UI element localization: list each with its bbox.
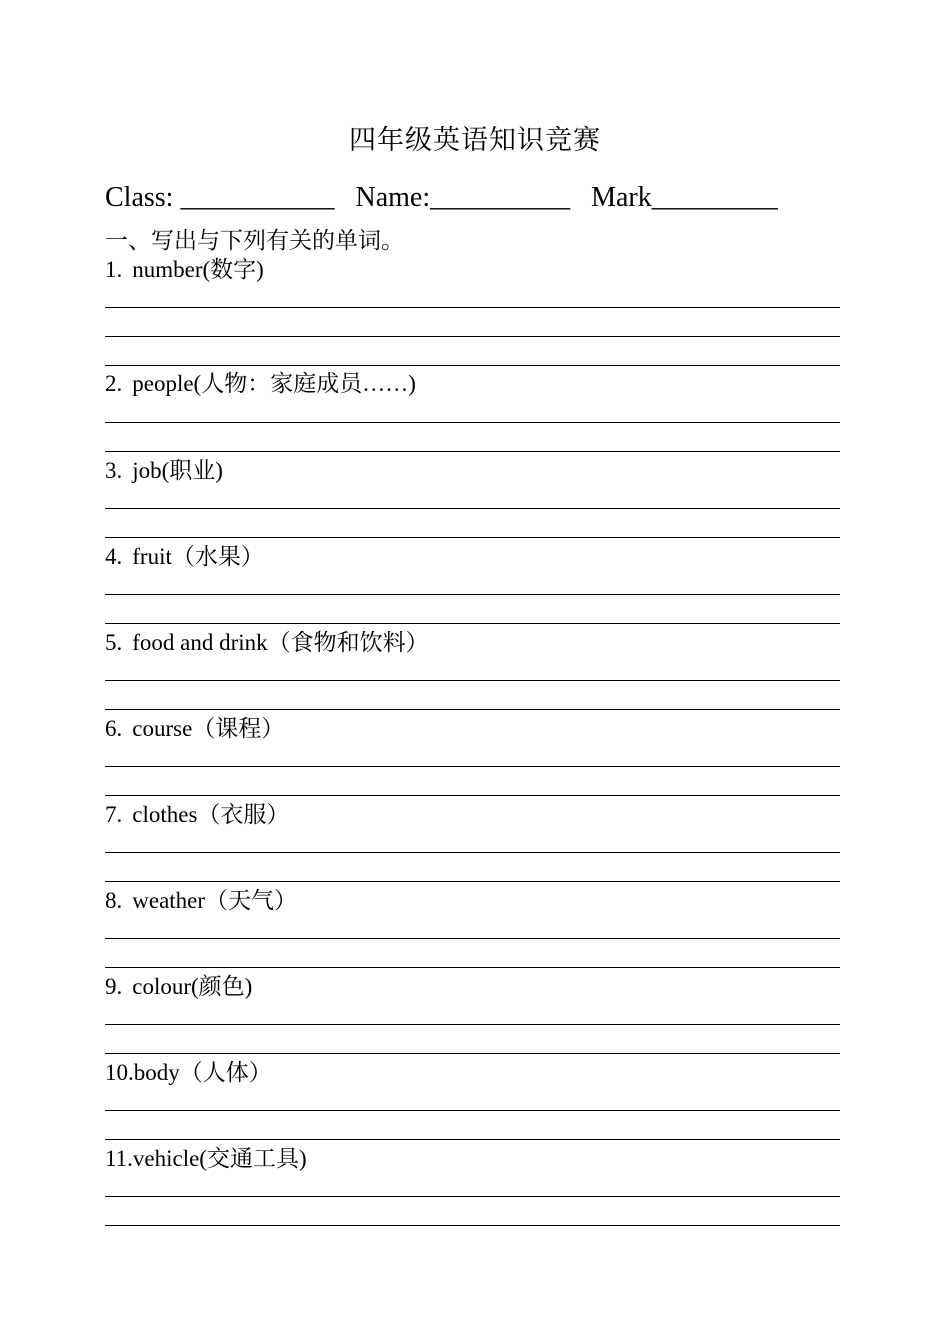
question-number: 11. xyxy=(105,1146,133,1171)
question-6 xyxy=(105,713,284,745)
question-text: fruit（水果） xyxy=(132,544,264,569)
question-text: clothes（衣服） xyxy=(132,802,290,827)
question-10 xyxy=(105,1057,272,1089)
question-text: body（人体） xyxy=(133,1060,272,1085)
question-number: 7. xyxy=(105,802,123,827)
question-text: food and drink（食物和饮料） xyxy=(132,630,429,655)
answer-line[interactable] xyxy=(105,795,840,796)
student-info-row xyxy=(105,178,865,218)
answer-line[interactable] xyxy=(105,451,840,452)
answer-line[interactable] xyxy=(105,336,840,337)
question-text: colour(颜色) xyxy=(132,974,253,999)
answer-line[interactable] xyxy=(105,307,840,308)
answer-line[interactable] xyxy=(105,1110,840,1111)
answer-line[interactable] xyxy=(105,422,840,423)
question-9 xyxy=(105,971,252,1003)
answer-line[interactable] xyxy=(105,1139,840,1140)
answer-line[interactable] xyxy=(105,594,840,595)
answer-line[interactable] xyxy=(105,680,840,681)
question-2 xyxy=(105,368,416,400)
question-1 xyxy=(105,254,264,286)
question-number: 4. xyxy=(105,544,123,569)
answer-line[interactable] xyxy=(105,1196,840,1197)
question-text: course（课程） xyxy=(132,716,285,741)
question-text: number(数字) xyxy=(132,257,264,282)
question-number: 1. xyxy=(105,257,123,282)
question-11 xyxy=(105,1143,307,1175)
answer-line[interactable] xyxy=(105,537,840,538)
question-8 xyxy=(105,885,297,917)
answer-line[interactable] xyxy=(105,938,840,939)
answer-line[interactable] xyxy=(105,1225,840,1226)
question-text: people(人物：家庭成员……) xyxy=(132,371,416,396)
question-4 xyxy=(105,541,264,573)
question-number: 3. xyxy=(105,458,123,483)
page-title: 四年级英语知识竞赛 xyxy=(349,125,601,155)
section-title: 一、写出与下列有关的单词。 xyxy=(105,228,404,253)
question-number: 6. xyxy=(105,716,123,741)
mark-field[interactable]: Mark_________ xyxy=(591,182,778,213)
answer-line[interactable] xyxy=(105,623,840,624)
question-text: vehicle(交通工具) xyxy=(132,1146,307,1171)
question-number: 2. xyxy=(105,371,123,396)
question-7 xyxy=(105,799,289,831)
answer-line[interactable] xyxy=(105,881,840,882)
question-3 xyxy=(105,455,223,487)
answer-line[interactable] xyxy=(105,1053,840,1054)
answer-line[interactable] xyxy=(105,852,840,853)
answer-line[interactable] xyxy=(105,365,840,366)
question-text: weather（天气） xyxy=(132,888,298,913)
question-number: 10. xyxy=(105,1060,134,1085)
answer-line[interactable] xyxy=(105,508,840,509)
answer-line[interactable] xyxy=(105,967,840,968)
question-text: job(职业) xyxy=(132,458,223,483)
class-field[interactable]: Class: ___________ xyxy=(105,182,335,213)
answer-line[interactable] xyxy=(105,709,840,710)
answer-line[interactable] xyxy=(105,766,840,767)
question-number: 8. xyxy=(105,888,123,913)
question-5 xyxy=(105,627,429,659)
answer-line[interactable] xyxy=(105,1024,840,1025)
question-number: 9. xyxy=(105,974,123,999)
name-field[interactable]: Name:__________ xyxy=(355,182,571,213)
question-number: 5. xyxy=(105,630,123,655)
